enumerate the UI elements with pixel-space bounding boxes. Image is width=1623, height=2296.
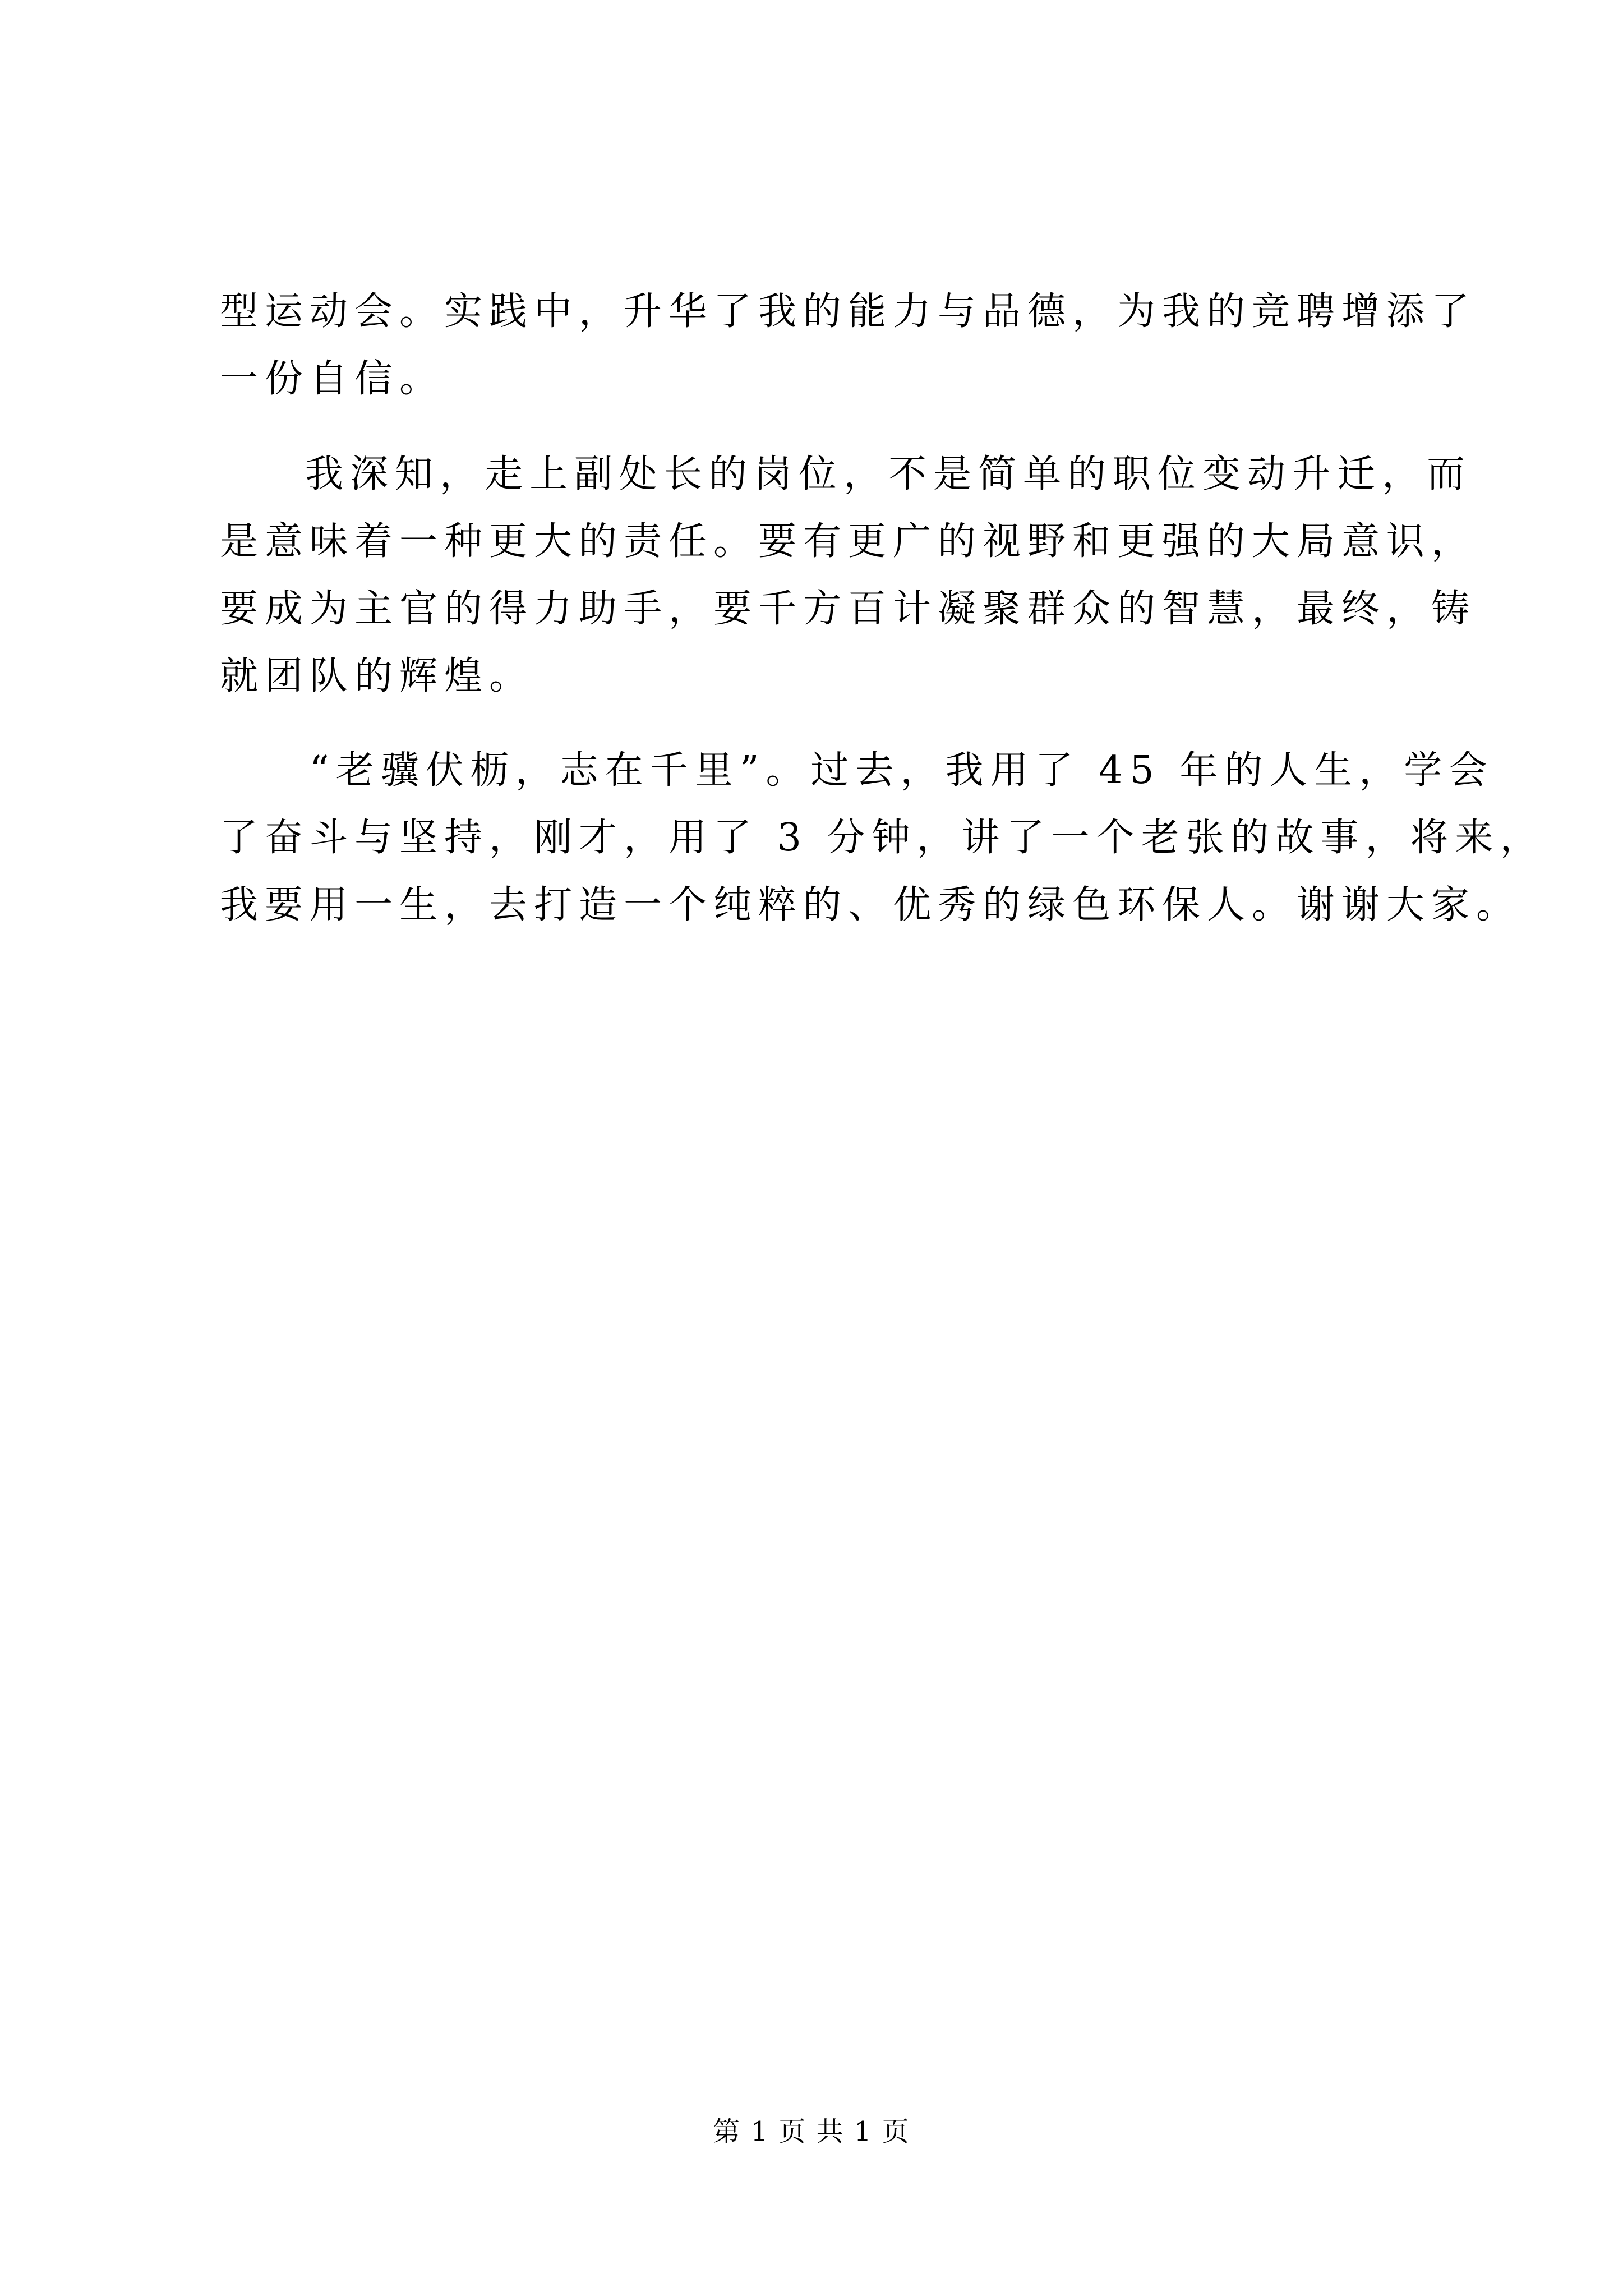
paragraph-3-line-1: “老骥伏枥，志在千里”。过去，我用了 45 年的人生，学会 [310,748,1494,793]
paragraph-2-line-4: 就团队的辉煌。 [220,654,534,698]
paragraph-1-line-1: 型运动会。实践中，升华了我的能力与品德，为我的竞聘增添了 [220,289,1477,334]
page-number-footer: 第 1 页 共 1 页 [713,2116,910,2147]
paragraph-2-line-2: 是意味着一种更大的责任。要有更广的视野和更强的大局意识， [220,519,1477,564]
paragraph-2-line-3: 要成为主官的得力助手，要千方百计凝聚群众的智慧，最终，铸 [220,587,1477,631]
paragraph-2-line-1: 我深知，走上副处长的岗位，不是简单的职位变动升迁，而 [305,452,1472,496]
paragraph-3-line-3: 我要用一生，去打造一个纯粹的、优秀的绿色环保人。谢谢大家。 [220,883,1521,927]
paragraph-3-line-2: 了奋斗与坚持，刚才，用了 3 分钟，讲了一个老张的故事，将来， [220,816,1545,860]
paragraph-1-line-2: 一份自信。 [220,357,445,401]
